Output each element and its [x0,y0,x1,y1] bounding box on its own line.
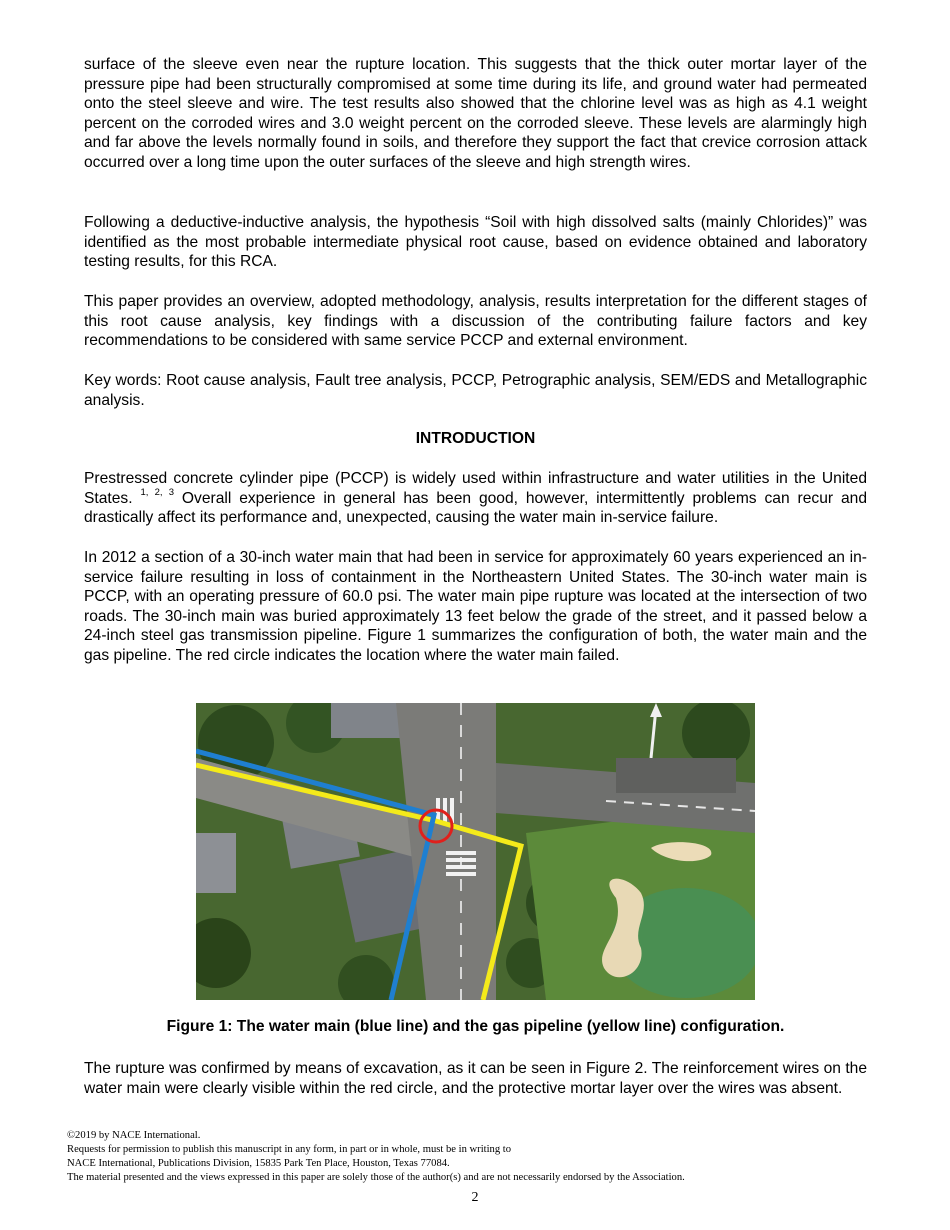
paragraph-pccp-usage [84,469,867,528]
paragraph-crevice-corrosion: surface of the sleeve even near the rupture location. This suggests that the thick outer mortar layer of the pressure pipe had been structurally compromised at some time during its life, and ground water had permeated onto the steel sleeve and wire. The test results also showed that the chlorine level was as high as 4.1 weight percent on the corroded wires and 3.0 weight percent on the corroded sleeve. These levels are alarmingly high and far above the levels normally found in soils, and therefore they support the fact that crevice corrosion attack occurred over a long time upon the outer surfaces of the sleeve and high strength wires. [84,56,867,171]
footer-address: NACE International, Publications Division, 15835 Park Ten Place, Houston, Texas 77084. [67,1158,450,1169]
paragraph-hypothesis: Following a deductive-inductive analysis, the hypothesis “Soil with high dissolved salts (mainly Chlorides)” was identified as the most probable intermediate physical root cause, based on evidence obtained and laboratory testing results, for this RCA. [84,214,867,271]
paragraph-keywords: Key words: Root cause analysis, Fault tree analysis, PCCP, Petrographic analysis, SEM/EDS and Metallographic analysis. [84,372,867,409]
aerial-map-image [196,703,755,1000]
footer-copyright: ©2019 by NACE International. [67,1130,201,1141]
paragraph-failure-description: In 2012 a section of a 30-inch water main that had been in service for approximately 60 years experienced an in-service failure resulting in loss of containment in the Northeastern United States. The 30-inch water main is PCCP, with an operating pressure of 60.0 psi. The water main pipe rupture was located at the intersection of two roads. The 30-inch main was buried approximately 13 feet below the grade of the street, and it passed below a 24-inch steel gas transmission pipeline. Figure 1 summarizes the configuration of both, the water main and the gas pipeline. The red circle indicates the location where the water main failed. [84,549,867,664]
pccp-text-a: Prestressed concrete cylinder pipe (PCCP) is widely used within infrastructure and water utilities in the United States. [84,470,867,507]
footer-permission: Requests for permission to publish this manuscript in any form, in part or in whole, must be in writing to [67,1144,512,1155]
copyright-footer [67,1129,887,1185]
figure-1-aerial-map [196,703,755,1000]
paragraph-excavation: The rupture was confirmed by means of excavation, as it can be seen in Figure 2. The reinforcement wires on the water main were clearly visible within the red circle, and the protective mortar layer over the wires was absent. [84,1060,867,1097]
footer-disclaimer: The material presented and the views expressed in this paper are solely those of the author(s) and are not necessarily endorsed by the Association. [67,1172,685,1183]
page-number: 2 [471,1190,479,1205]
paragraph-overview: This paper provides an overview, adopted methodology, analysis, results interpretation for the different stages of this root cause analysis, key findings with a discussion of the contributing failure factors and key recommendations to be considered with same service PCCP and external environment. [84,293,867,350]
reference-superscript: 1, 2, 3 [140,487,174,499]
section-heading-introduction: INTRODUCTION [415,430,536,447]
figure-1-caption: Figure 1: The water main (blue line) and the gas pipeline (yellow line) configuration. [166,1018,785,1035]
pccp-text-b: Overall experience in general has been good, however, intermittently problems can recur and drastically affect its performance and, unexpected, causing the water main in-service failure. [84,489,867,527]
